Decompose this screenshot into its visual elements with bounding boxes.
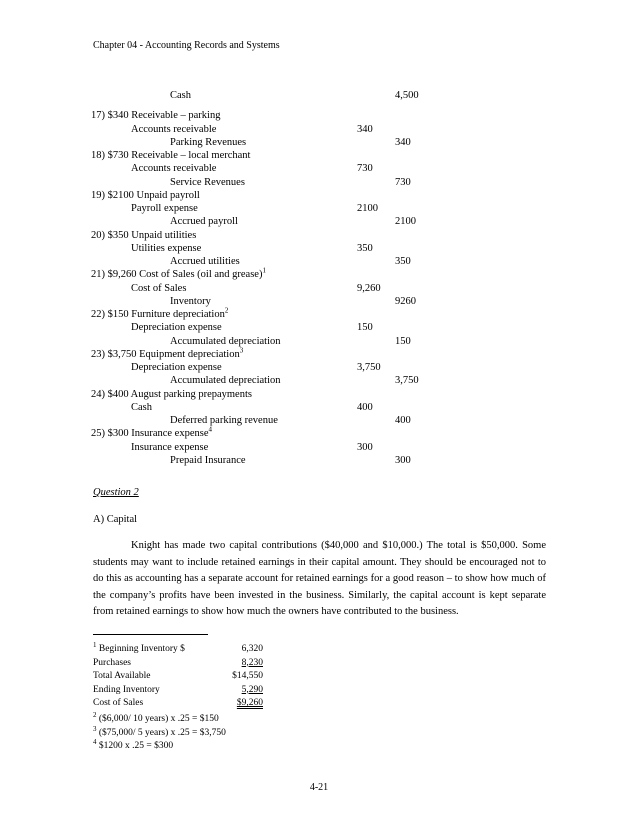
footnote-1-value: 6,320 bbox=[241, 644, 263, 654]
footnote-1-row bbox=[93, 670, 263, 683]
journal-line bbox=[0, 215, 638, 228]
section-title: A) Capital bbox=[93, 514, 138, 525]
entry-heading-text: 18) $730 Receivable – local merchant bbox=[91, 150, 251, 161]
capital-paragraph bbox=[93, 538, 546, 621]
journal-line bbox=[0, 136, 638, 149]
credit-account: Parking Revenues bbox=[170, 136, 247, 148]
debit-account: Cash bbox=[131, 401, 152, 413]
entry-heading bbox=[91, 149, 250, 162]
entry-heading-text: 17) $340 Receivable – parking bbox=[91, 110, 221, 122]
paragraph-text: Knight has made two capital contributions ($40,000 and $10,000.) The total is $50,000. Some students may want to include retained earnings in their capital amount. They should be encouraged not to do this as accounting has a separate account for retained earnings for a good reason – to show how much of the company’s profits have been invested in the business. Similarly, the capital account is kept separate from retained earnings to show how much the owners have contributed to the business. bbox=[93, 540, 546, 618]
credit-amount: 2100 bbox=[395, 216, 416, 228]
entry-heading bbox=[91, 229, 196, 242]
footnote-line bbox=[93, 724, 226, 740]
journal-line bbox=[0, 441, 638, 454]
entry-heading-text: 25) $300 Insurance expense bbox=[91, 428, 209, 440]
footnote-rule bbox=[93, 634, 208, 635]
journal-line bbox=[0, 321, 638, 334]
credit-amount: 300 bbox=[395, 454, 411, 466]
credit-account: Prepaid Insurance bbox=[170, 454, 246, 466]
entry-heading-text: 24) $400 August parking prepayments bbox=[91, 388, 252, 400]
footnote-line bbox=[93, 710, 219, 726]
journal-line bbox=[0, 454, 638, 467]
footnote-1-row bbox=[93, 697, 263, 710]
journal-line bbox=[0, 388, 638, 401]
credit-amount: 350 bbox=[395, 256, 411, 267]
entry-heading bbox=[91, 268, 266, 281]
credit-account: Accumulated depreciation bbox=[170, 335, 281, 347]
credit-account: Inventory bbox=[170, 295, 211, 307]
credit-account: Deferred parking revenue bbox=[170, 415, 278, 426]
credit-amount: 9260 bbox=[395, 295, 416, 307]
debit-account: Depreciation expense bbox=[131, 322, 222, 334]
footnote-1-label-text: Cost of Sales bbox=[93, 698, 144, 708]
debit-amount: 350 bbox=[357, 242, 373, 254]
journal-line bbox=[0, 162, 638, 175]
footnote-1-label-text: Total Available bbox=[93, 671, 151, 681]
footnote-line bbox=[93, 737, 174, 753]
journal-line bbox=[0, 109, 638, 122]
footnote-1-row bbox=[93, 657, 263, 670]
journal-line bbox=[0, 295, 638, 308]
footnote-1-label-text: Ending Inventory bbox=[93, 684, 160, 695]
journal-line bbox=[0, 189, 638, 202]
footnote-text: ($6,000/ 10 years) x .25 = $150 bbox=[98, 714, 219, 724]
footnote-1-row bbox=[93, 640, 263, 656]
footnote-marker: 4 bbox=[208, 425, 212, 434]
credit-account: Service Revenues bbox=[170, 176, 245, 188]
journal-line bbox=[0, 374, 638, 387]
footnote-1-value: 8,230 bbox=[241, 657, 263, 668]
journal-line bbox=[0, 202, 638, 215]
footnote-marker: 3 bbox=[93, 724, 97, 733]
debit-amount: 300 bbox=[357, 441, 373, 453]
debit-amount: 150 bbox=[357, 322, 373, 334]
journal-line bbox=[0, 348, 638, 361]
entry-heading bbox=[91, 308, 228, 321]
credit-amount: 3,750 bbox=[395, 375, 419, 387]
debit-amount: 730 bbox=[357, 163, 373, 175]
footnote-text: $1200 x .25 = $300 bbox=[98, 741, 174, 751]
debit-amount: 340 bbox=[357, 123, 373, 135]
footnote-1-label-text: Beginning Inventory $ bbox=[98, 644, 185, 654]
journal-line bbox=[0, 268, 638, 281]
journal-line bbox=[0, 282, 638, 295]
credit-amount: 340 bbox=[395, 136, 411, 148]
journal-line bbox=[0, 308, 638, 321]
credit-amount: 400 bbox=[395, 415, 411, 426]
debit-amount: 3,750 bbox=[357, 362, 381, 373]
debit-account: Payroll expense bbox=[131, 203, 198, 214]
footnote-marker: 1 bbox=[262, 266, 266, 275]
entry-heading-text: 23) $3,750 Equipment depreciation bbox=[91, 348, 240, 360]
footnote-1-label bbox=[93, 640, 185, 656]
journal-line bbox=[0, 89, 638, 102]
footnote-1-value: $9,260 bbox=[236, 698, 263, 708]
entry-heading-text: 20) $350 Unpaid utilities bbox=[91, 229, 197, 241]
footnote-1-label bbox=[93, 684, 160, 697]
credit-amount: 4,500 bbox=[395, 90, 419, 101]
entry-heading bbox=[91, 388, 252, 401]
footnote-marker: 1 bbox=[93, 640, 97, 649]
footnote-text: ($75,000/ 5 years) x .25 = $3,750 bbox=[98, 727, 226, 738]
footnote-marker: 2 bbox=[93, 710, 97, 719]
journal-line bbox=[0, 229, 638, 242]
footnote-1-label bbox=[93, 670, 150, 683]
credit-account: Accumulated depreciation bbox=[170, 375, 281, 387]
journal-line bbox=[0, 427, 638, 440]
credit-account: Cash bbox=[170, 90, 191, 101]
journal-line bbox=[0, 335, 638, 348]
journal-line bbox=[0, 361, 638, 374]
journal-line bbox=[0, 255, 638, 268]
question-title: Question 2 bbox=[93, 487, 139, 498]
entry-heading bbox=[91, 109, 220, 122]
footnote-marker: 2 bbox=[224, 306, 229, 315]
entry-heading bbox=[91, 427, 212, 440]
debit-account: Accounts receivable bbox=[131, 123, 217, 135]
debit-account: Cost of Sales bbox=[131, 282, 187, 294]
page-header: Chapter 04 - Accounting Records and Systems bbox=[93, 40, 280, 51]
footnote-1-label bbox=[93, 697, 143, 710]
debit-account: Utilities expense bbox=[131, 242, 202, 254]
credit-account: Accrued payroll bbox=[170, 216, 238, 228]
footnote-1-value: $14,550 bbox=[232, 671, 263, 681]
page-number: 4-21 bbox=[309, 782, 329, 793]
journal-line bbox=[0, 401, 638, 414]
debit-amount: 9,260 bbox=[357, 282, 381, 294]
journal-line bbox=[0, 123, 638, 136]
footnote-1-label-text: Purchases bbox=[93, 657, 131, 668]
debit-amount: 2100 bbox=[357, 203, 378, 214]
credit-amount: 730 bbox=[395, 176, 411, 188]
entry-heading bbox=[91, 348, 243, 361]
credit-account: Accrued utilities bbox=[170, 256, 240, 267]
entry-heading-text: 21) $9,260 Cost of Sales (oil and grease) bbox=[91, 269, 263, 281]
journal-line bbox=[0, 242, 638, 255]
footnote-1-label bbox=[93, 657, 131, 670]
entry-heading bbox=[91, 189, 200, 202]
credit-amount: 150 bbox=[395, 335, 411, 347]
debit-account: Depreciation expense bbox=[131, 362, 222, 373]
journal-line bbox=[0, 414, 638, 427]
footnote-marker: 4 bbox=[93, 737, 97, 746]
debit-amount: 400 bbox=[357, 401, 373, 413]
journal-line bbox=[0, 176, 638, 189]
debit-account: Accounts receivable bbox=[131, 163, 217, 175]
entry-heading-text: 22) $150 Furniture depreciation bbox=[91, 309, 225, 320]
footnote-1-row bbox=[93, 684, 263, 697]
entry-heading-text: 19) $2100 Unpaid payroll bbox=[91, 189, 200, 201]
footnote-1-value: 5,290 bbox=[241, 684, 263, 695]
footnote-marker: 3 bbox=[239, 346, 244, 355]
debit-account: Insurance expense bbox=[131, 441, 209, 453]
journal-line bbox=[0, 149, 638, 162]
